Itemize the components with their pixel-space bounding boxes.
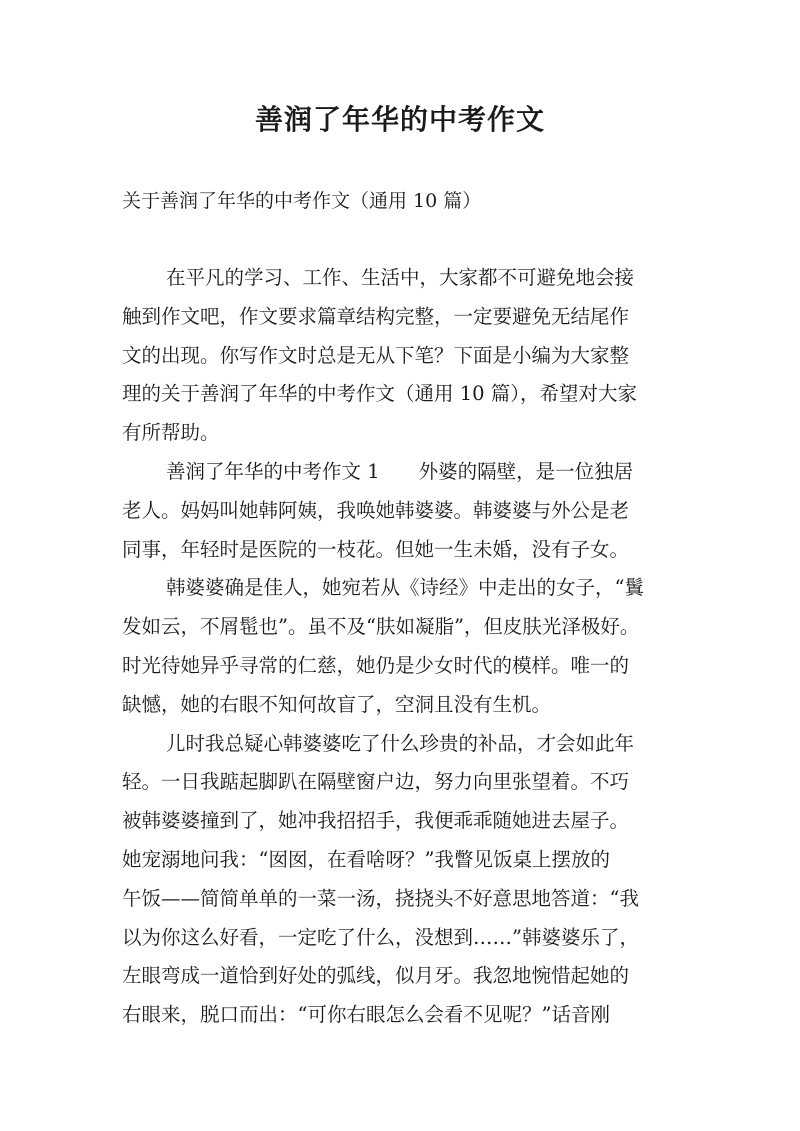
paragraph-line: 轻。一日我踮起脚趴在隔壁窗户边，努力向里张望着。不巧: [122, 770, 630, 794]
paragraph-line: 同事，年轻时是医院的一枝花。但她一生未婚，没有子女。: [122, 537, 630, 561]
document-body: [122, 259, 684, 1035]
paragraph-line: 儿时我总疑心韩婆婆吃了什么珍贵的补品，才会如此年: [166, 731, 635, 755]
document-title: 善润了年华的中考作文: [254, 103, 545, 136]
paragraph-line: 她宠溺地问我：“囡囡，在看啥呀？”我瞥见饭桌上摆放的: [122, 847, 610, 871]
paragraph-line: 老人。妈妈叫她韩阿姨，我唤她韩婆婆。韩婆婆与外公是老: [122, 498, 630, 522]
paragraph-line: 文的出现。你写作文时总是无从下笔？下面是小编为大家整: [122, 343, 630, 367]
paragraph-line: 被韩婆婆撞到了，她冲我招招手，我便乖乖随她进去屋子。: [122, 809, 630, 833]
paragraph-line: 右眼来，脱口而出：“可你右眼怎么会看不见呢？”话音刚: [122, 1003, 610, 1027]
paragraph-line: 有所帮助。: [122, 421, 220, 445]
paragraph-line: 午饭——简简单单的一菜一汤，挠挠头不好意思地答道：“我: [122, 886, 639, 910]
paragraph-line: 理的关于善润了年华的中考作文（通用 10 篇），希望对大家: [122, 382, 637, 406]
paragraph-line: 发如云，不屑髢也”。虽不及“肤如凝脂”，但皮肤光泽极好。: [122, 615, 640, 639]
paragraph-line: 在平凡的学习、工作、生活中，大家都不可避免地会接: [166, 266, 635, 289]
paragraph-line: 触到作文吧，作文要求篇章结构完整，一定要避免无结尾作: [122, 304, 630, 328]
paragraph-line: 善润了年华的中考作文 1 外婆的隔壁，是一位独居: [166, 459, 634, 483]
document-subtitle: 关于善润了年华的中考作文（通用 10 篇）: [122, 190, 482, 212]
paragraph-line: 左眼弯成一道恰到好处的弧线，似月牙。我忽地惋惜起她的: [122, 964, 630, 988]
paragraph-line: 时光待她异乎寻常的仁慈，她仍是少女时代的模样。唯一的: [122, 653, 630, 677]
paragraph-line: 以为你这么好看，一定吃了什么，没想到……”韩婆婆乐了，: [122, 925, 639, 949]
paragraph-line: 韩婆婆确是佳人，她宛若从《诗经》中走出的女子，“鬒: [166, 576, 644, 600]
paragraph-line: 缺憾，她的右眼不知何故盲了，空洞且没有生机。: [122, 692, 552, 716]
